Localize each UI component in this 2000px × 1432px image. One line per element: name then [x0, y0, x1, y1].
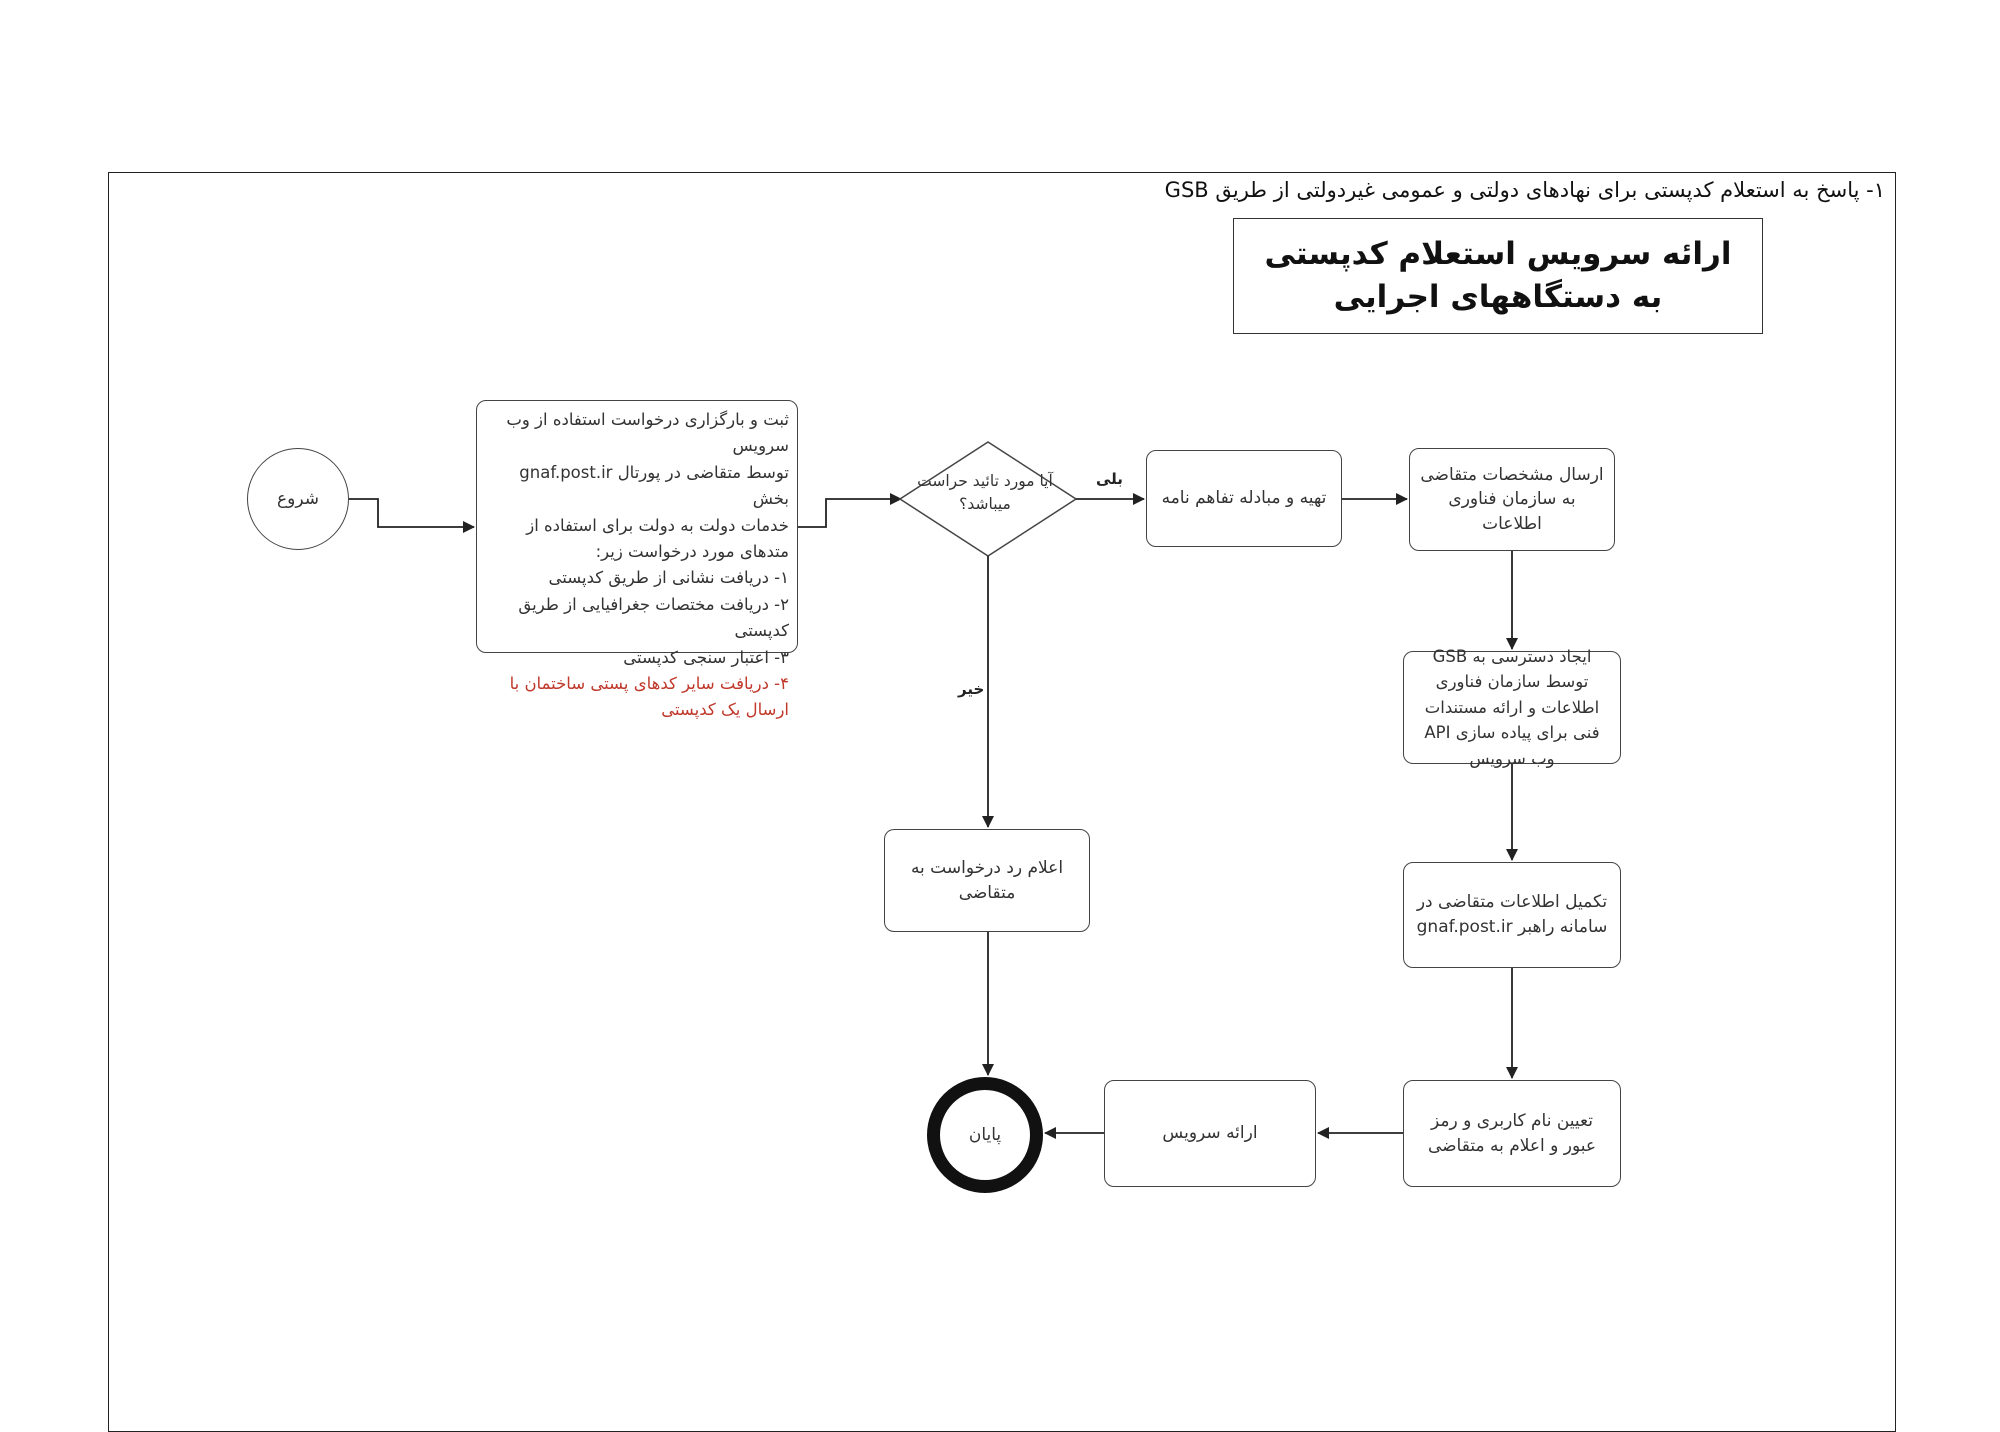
- register-line: خدمات دولت به دولت برای استفاده از: [526, 515, 789, 535]
- send-info-node: ارسال مشخصات متقاضی به سازمان فناوری اطلاعات: [1409, 448, 1615, 551]
- register-request-node: [476, 400, 798, 720]
- credentials-node: تعیین نام کاربری و رمز عبور و اعلام به متقاضی: [1403, 1080, 1621, 1187]
- reject-request-node: اعلام رد درخواست به متقاضی: [884, 829, 1090, 932]
- register-line: توسط متقاضی در پورتال gnaf.post.ir بخش: [519, 462, 789, 509]
- register-line: ثبت و بارگزاری درخواست استفاده از وب سرویس: [506, 410, 789, 456]
- edge-label-yes: بلی: [1096, 470, 1123, 488]
- register-line: متدهای مورد درخواست زیر:: [595, 541, 789, 561]
- complete-info-node: تکمیل اطلاعات متقاضی در سامانه راهبر gnaf.post.ir: [1403, 862, 1621, 968]
- register-highlight-line: ۴- دریافت سایر کدهای پستی ساختمان با ارسال یک کدپستی: [509, 673, 789, 720]
- decision-label: آیا مورد تائید حراست میباشد؟: [917, 472, 1053, 514]
- end-node: پایان: [927, 1077, 1043, 1193]
- section-heading: ۱- پاسخ به استعلام کدپستی برای نهادهای دولتی و عمومی غیردولتی از طریق GSB: [1164, 178, 1885, 202]
- provide-service-node: ارائه سرویس: [1104, 1080, 1316, 1187]
- gsb-access-node: ایجاد دسترسی به GSB توسط سازمان فناوری اطلاعات و ارائه مستندات فنی برای پیاده سازی API وب سرویس: [1403, 651, 1621, 764]
- register-line: ۱- دریافت نشانی از طریق کدپستی: [548, 568, 789, 588]
- register-line: ۳- اعتبار سنجی کدپستی: [623, 647, 789, 667]
- start-node: شروع: [247, 448, 349, 550]
- edge-label-no: خیر: [958, 680, 985, 698]
- edge-register-decision: [798, 499, 901, 527]
- diagram-title: ارائه سرویس استعلام کدپستی به دستگاههای اجرایی: [1233, 218, 1763, 334]
- mou-node: تهیه و مبادله تفاهم نامه: [1146, 450, 1342, 547]
- edge-start-register: [349, 499, 474, 527]
- register-line: ۲- دریافت مختصات جغرافیایی از طریق کدپستی: [518, 594, 789, 641]
